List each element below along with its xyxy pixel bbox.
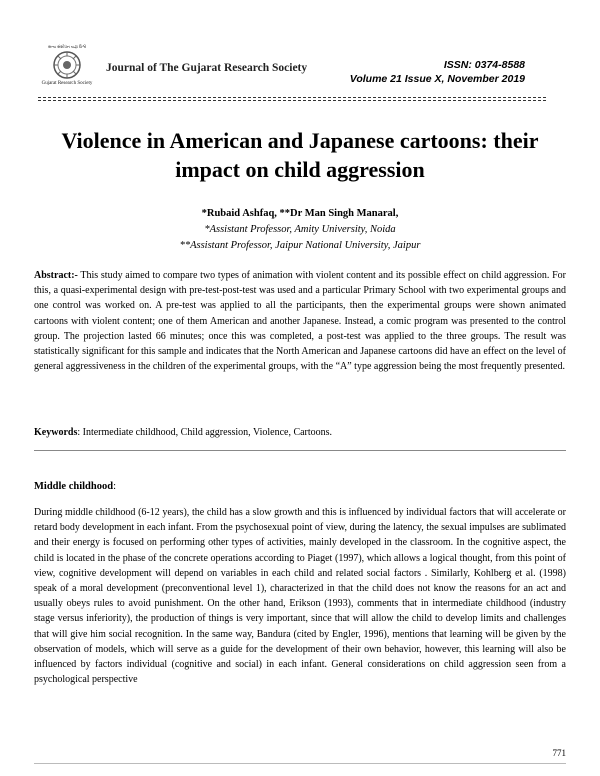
header-divider	[38, 97, 546, 98]
author-block	[30, 206, 570, 254]
keywords-text: : Intermediate childhood, Child aggression, Violence, Cartoons.	[77, 427, 333, 438]
section-heading-colon: :	[113, 481, 116, 492]
issn: ISSN: 0374-8588	[443, 59, 525, 71]
page-number: 771	[552, 748, 566, 758]
keywords-label: Keywords	[34, 427, 78, 438]
section-heading-text: Middle childhood	[34, 481, 114, 492]
logo-bottom-text: Gujarat Research Society	[41, 81, 93, 86]
footer-divider	[34, 763, 566, 764]
volume-issue: Volume 21 Issue X, November 2019	[349, 73, 525, 85]
article-title: Violence in American and Japanese cartoons: their impact on child aggression	[61, 128, 539, 182]
section-heading	[34, 481, 116, 492]
logo-top-text: સત્ય સંશોધન યજ્ઞ વિશ્વે	[47, 44, 87, 49]
body-paragraph: During middle childhood (6-12 years), the child has a slow growth and this is influenced by individual factors that will accelerate or retard body development in each infant. From the psychosexual point of view, during the latency, the sexual impulses are sublimated and their energy is focused on performing other types of activities, mainly developed in the classroom. In the cognitive aspect, the child is located in the phase of the concrete operations according to Piaget (1997), which allows a logical thought, from this point of view, cognitive development will depend on variables in each child and related social factors . Similarly, Kohlberg et al. (1998) speak of a moral development (preconventional level 1), characterized in that the child does not know the reasons for an act and usually obeys rules to avoid punishment. On the other hand, Erikson (1993), comments that in intermediate childhood (industry stage versus inferiority), the production of things is very important, since that will allow the child to develop limits and challenges that will give him social recognition. In the same way, Bandura (cited by Engler, 1996), mentions that learning will be given by the observation of models, which will serve as a guide for the development of their own behavior, however, this learning will also be influenced by factors individual (cognitive and social) in each infant. General considerations on child aggression seen from a psychological perspective	[34, 507, 566, 686]
journal-name: Journal of The Gujarat Research Society	[106, 62, 308, 74]
abstract	[34, 268, 566, 374]
section-divider	[34, 450, 566, 451]
abstract-text: This study aimed to compare two types of animation with violent content and its possible effect on child aggression. For this, a quasi-experimental design with pre-test-post-test was used and a particular Primary School with two experimental groups and one control was worked on. A pre-test was applied to all the participants, then the experimental groups were shown animated cartoons with violent content; one of them American and another Japanese. Instead, a comic program was presented to the control group. The projection lasted 66 minutes; once this was completed, a post-test was applied to the three groups. The result was statistically significant for this sample and indicates that the North American and Japanese cartoons did have an effect on the level of general aggressiveness in the children of the experimental groups, with the “A” type aggression being the most frequently presented.	[34, 270, 566, 373]
issn-block	[350, 58, 525, 86]
abstract-label: Abstract:-	[34, 270, 78, 281]
affiliation-1: *Assistant Professor, Amity University, Noida	[204, 224, 396, 235]
affiliation-2: **Assistant Professor, Jaipur National University, Jaipur	[179, 240, 421, 251]
header-divider-second	[38, 100, 546, 101]
journal-logo	[33, 44, 101, 100]
author-names: *Rubaid Ashfaq, **Dr Man Singh Manaral,	[201, 208, 399, 219]
keywords	[34, 425, 566, 440]
society-emblem-icon	[52, 50, 82, 80]
